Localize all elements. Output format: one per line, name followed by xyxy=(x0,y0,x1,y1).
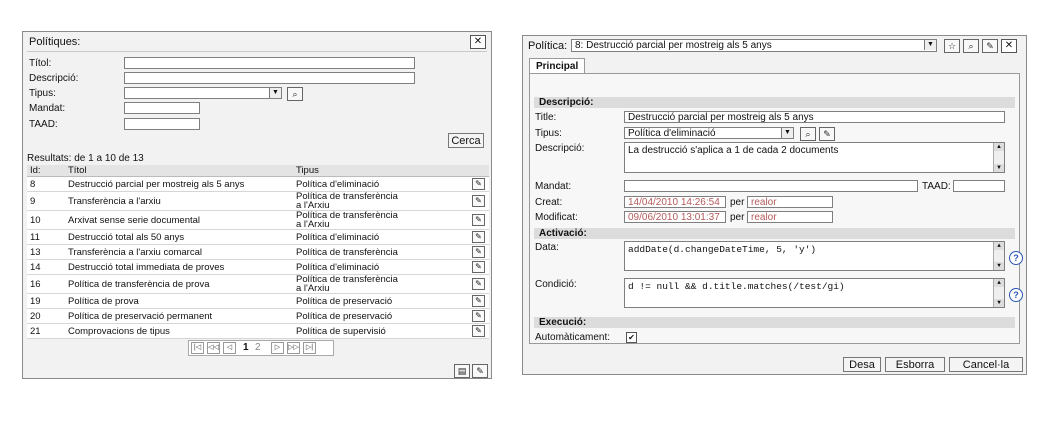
results-summary: Resultats: de 1 a 10 de 13 xyxy=(27,153,144,164)
edit-icon[interactable]: ✎ xyxy=(472,310,485,322)
descripcio-input[interactable] xyxy=(124,72,415,84)
divider xyxy=(27,51,487,52)
column-header-id: Id: xyxy=(27,165,65,177)
creat-per-label: per xyxy=(730,197,745,208)
table-row[interactable] xyxy=(27,260,489,275)
next-page-button[interactable]: ▷ xyxy=(271,342,284,354)
mandat-label: Mandat: xyxy=(29,103,66,114)
taad-label: TAAD: xyxy=(922,181,951,192)
tipus-label: Tipus: xyxy=(535,128,562,139)
condicio-textarea[interactable] xyxy=(624,278,1005,308)
row-id: 10 xyxy=(27,211,65,230)
taad-input[interactable] xyxy=(953,180,1005,192)
cerca-button[interactable]: Cerca xyxy=(448,133,484,148)
scroll-up-icon[interactable]: ▲ xyxy=(994,143,1004,151)
row-tipus: Política d'eliminació xyxy=(293,260,403,275)
close-search-button[interactable]: ✕ xyxy=(470,35,486,49)
edit-icon[interactable]: ✎ xyxy=(472,214,485,226)
edit-icon[interactable]: ✎ xyxy=(472,261,485,273)
row-titol: Política de prova xyxy=(65,294,293,309)
descripcio-textarea[interactable] xyxy=(624,142,1005,173)
data-textarea[interactable] xyxy=(624,241,1005,271)
tipus-label: Tipus: xyxy=(29,88,56,99)
column-header-titol: Títol xyxy=(65,165,293,177)
scrollbar[interactable] xyxy=(993,242,1004,270)
prev-block-button[interactable]: ◁◁ xyxy=(207,342,220,354)
edit-icon[interactable]: ✎ xyxy=(819,127,835,141)
policy-detail-panel xyxy=(522,35,1027,375)
mandat-label: Mandat: xyxy=(535,181,572,192)
scroll-down-icon[interactable]: ▼ xyxy=(994,262,1004,270)
search-icon[interactable]: ⌕ xyxy=(963,39,979,53)
policy-select-value: 8: Destrucció parcial per mostreig als 5 anys xyxy=(575,40,772,51)
pager xyxy=(188,340,334,356)
results-table xyxy=(27,165,489,339)
cancel-button[interactable]: Cancel·la xyxy=(949,357,1023,372)
row-id: 9 xyxy=(27,192,65,211)
help-icon[interactable]: ? xyxy=(1009,251,1023,265)
data-label: Data: xyxy=(535,242,559,253)
row-id: 11 xyxy=(27,230,65,245)
modificat-label: Modificat: xyxy=(535,212,578,223)
row-tipus: Política de transferència a l'Arxiu xyxy=(293,192,403,211)
esborra-button[interactable]: Esborra xyxy=(885,357,945,372)
policy-header-label: Política: xyxy=(528,40,568,52)
row-tipus: Política de supervisió xyxy=(293,324,403,339)
desa-button[interactable]: Desa xyxy=(843,357,881,372)
title-input[interactable]: Destrucció parcial per mostreig als 5 anys xyxy=(624,111,1005,123)
search-icon[interactable]: ⌕ xyxy=(800,127,816,141)
chevron-down-icon: ▼ xyxy=(924,40,936,50)
edit-icon[interactable]: ✎ xyxy=(982,39,998,53)
tab-content xyxy=(529,73,1020,344)
row-id: 8 xyxy=(27,177,65,192)
row-titol: Política de transferència de prova xyxy=(65,275,293,294)
page-2-link[interactable]: 2 xyxy=(255,342,261,353)
first-page-button[interactable]: |◁ xyxy=(191,342,204,354)
creat-per-value: realor xyxy=(747,196,833,208)
search-panel xyxy=(22,31,492,379)
row-id: 13 xyxy=(27,245,65,260)
table-row[interactable] xyxy=(27,324,489,339)
edit-icon[interactable]: ✎ xyxy=(472,278,485,290)
star-icon[interactable]: ☆ xyxy=(944,39,960,53)
tipus-select-value: Política d'eliminació xyxy=(628,128,716,139)
condicio-label: Condició: xyxy=(535,279,577,290)
row-tipus: Política de transferència a l'Arxiu xyxy=(293,275,403,294)
descripcio-label: Descripció: xyxy=(29,73,79,84)
creat-value: 14/04/2010 14:26:54 xyxy=(624,196,726,208)
descripcio-label: Descripció: xyxy=(535,143,585,154)
automaticament-label: Automàticament: xyxy=(535,332,611,343)
table-row[interactable] xyxy=(27,192,489,211)
modificat-per-value: realor xyxy=(747,211,833,223)
row-titol: Comprovacions de tipus xyxy=(65,324,293,339)
modificat-value: 09/06/2010 13:01:37 xyxy=(624,211,726,223)
row-tipus: Política d'eliminació xyxy=(293,230,403,245)
edit-icon[interactable]: ✎ xyxy=(472,178,485,190)
table-row[interactable] xyxy=(27,309,489,324)
mandat-input[interactable] xyxy=(624,180,918,192)
scrollbar[interactable] xyxy=(993,143,1004,172)
titol-input[interactable] xyxy=(124,57,415,69)
row-titol: Transferència a l'arxiu comarcal xyxy=(65,245,293,260)
row-titol: Arxivat sense serie documental xyxy=(65,211,293,230)
creat-label: Creat: xyxy=(535,197,563,208)
row-tipus: Política de preservació xyxy=(293,309,403,324)
taad-label: TAAD: xyxy=(29,119,58,130)
chevron-down-icon: ▼ xyxy=(781,128,793,138)
row-tipus: Política d'eliminació xyxy=(293,177,403,192)
edit-icon[interactable]: ✎ xyxy=(472,295,485,307)
list-icon[interactable]: ▤ xyxy=(454,364,470,378)
edit-icon[interactable]: ✎ xyxy=(472,246,485,258)
search-titlebar xyxy=(23,32,491,52)
prev-page-button[interactable]: ◁ xyxy=(223,342,236,354)
row-titol: Destrucció total als 50 anys xyxy=(65,230,293,245)
close-detail-button[interactable]: ✕ xyxy=(1001,39,1017,53)
scrollbar[interactable] xyxy=(993,279,1004,307)
search-title: Polítiques: xyxy=(29,36,81,48)
table-row[interactable] xyxy=(27,245,489,260)
condicio-value: d != null && d.title.matches(/test/gi) xyxy=(628,281,845,292)
row-titol: Destrucció total immediata de proves xyxy=(65,260,293,275)
modificat-per-label: per xyxy=(730,212,745,223)
edit-icon[interactable]: ✎ xyxy=(472,231,485,243)
edit-icon[interactable]: ✎ xyxy=(472,364,488,378)
column-header-tipus: Tipus xyxy=(293,165,403,177)
policy-select[interactable] xyxy=(571,39,937,52)
section-execucio: Execució: xyxy=(534,317,1015,328)
scroll-down-icon[interactable]: ▼ xyxy=(994,299,1004,307)
row-titol: Política de preservació permanent xyxy=(65,309,293,324)
table-row[interactable] xyxy=(27,294,489,309)
table-row[interactable] xyxy=(27,211,489,230)
data-value: addDate(d.changeDateTime, 5, 'y') xyxy=(628,244,817,255)
search-icon[interactable]: ⌕ xyxy=(287,87,303,101)
section-activacio: Activació: xyxy=(534,228,1015,239)
edit-icon[interactable]: ✎ xyxy=(472,325,485,337)
row-id: 21 xyxy=(27,324,65,339)
row-id: 14 xyxy=(27,260,65,275)
section-descripcio: Descripció: xyxy=(534,97,1015,108)
row-titol: Transferència a l'arxiu xyxy=(65,192,293,211)
help-icon[interactable]: ? xyxy=(1009,288,1023,302)
taad-input[interactable] xyxy=(124,118,200,130)
row-titol: Destrucció parcial per mostreig als 5 anys xyxy=(65,177,293,192)
automaticament-checkbox[interactable]: ✔ xyxy=(626,332,637,343)
descripcio-value: La destrucció s'aplica a 1 de cada 2 documents xyxy=(628,145,839,156)
chevron-down-icon: ▼ xyxy=(269,88,281,98)
titol-label: Títol: xyxy=(29,58,52,69)
next-block-button[interactable]: ▷▷ xyxy=(287,342,300,354)
row-tipus: Política de transferència a l'Arxiu xyxy=(293,211,403,230)
row-id: 16 xyxy=(27,275,65,294)
scroll-down-icon[interactable]: ▼ xyxy=(994,164,1004,172)
row-id: 20 xyxy=(27,309,65,324)
row-id: 19 xyxy=(27,294,65,309)
tipus-select[interactable] xyxy=(124,87,282,99)
mandat-input[interactable] xyxy=(124,102,200,114)
title-label: Title: xyxy=(535,112,557,123)
edit-icon[interactable]: ✎ xyxy=(472,195,485,207)
table-row[interactable] xyxy=(27,177,489,192)
table-row[interactable] xyxy=(27,275,489,294)
table-header xyxy=(27,165,489,177)
row-tipus: Política de transferència xyxy=(293,245,403,260)
scroll-up-icon[interactable]: ▲ xyxy=(994,279,1004,287)
scroll-up-icon[interactable]: ▲ xyxy=(994,242,1004,250)
tab-principal[interactable]: Principal xyxy=(529,58,585,74)
table-row[interactable] xyxy=(27,230,489,245)
row-tipus: Política de preservació xyxy=(293,294,403,309)
current-page: 1 xyxy=(243,342,249,353)
last-page-button[interactable]: ▷| xyxy=(303,342,316,354)
tipus-select[interactable] xyxy=(624,127,794,139)
